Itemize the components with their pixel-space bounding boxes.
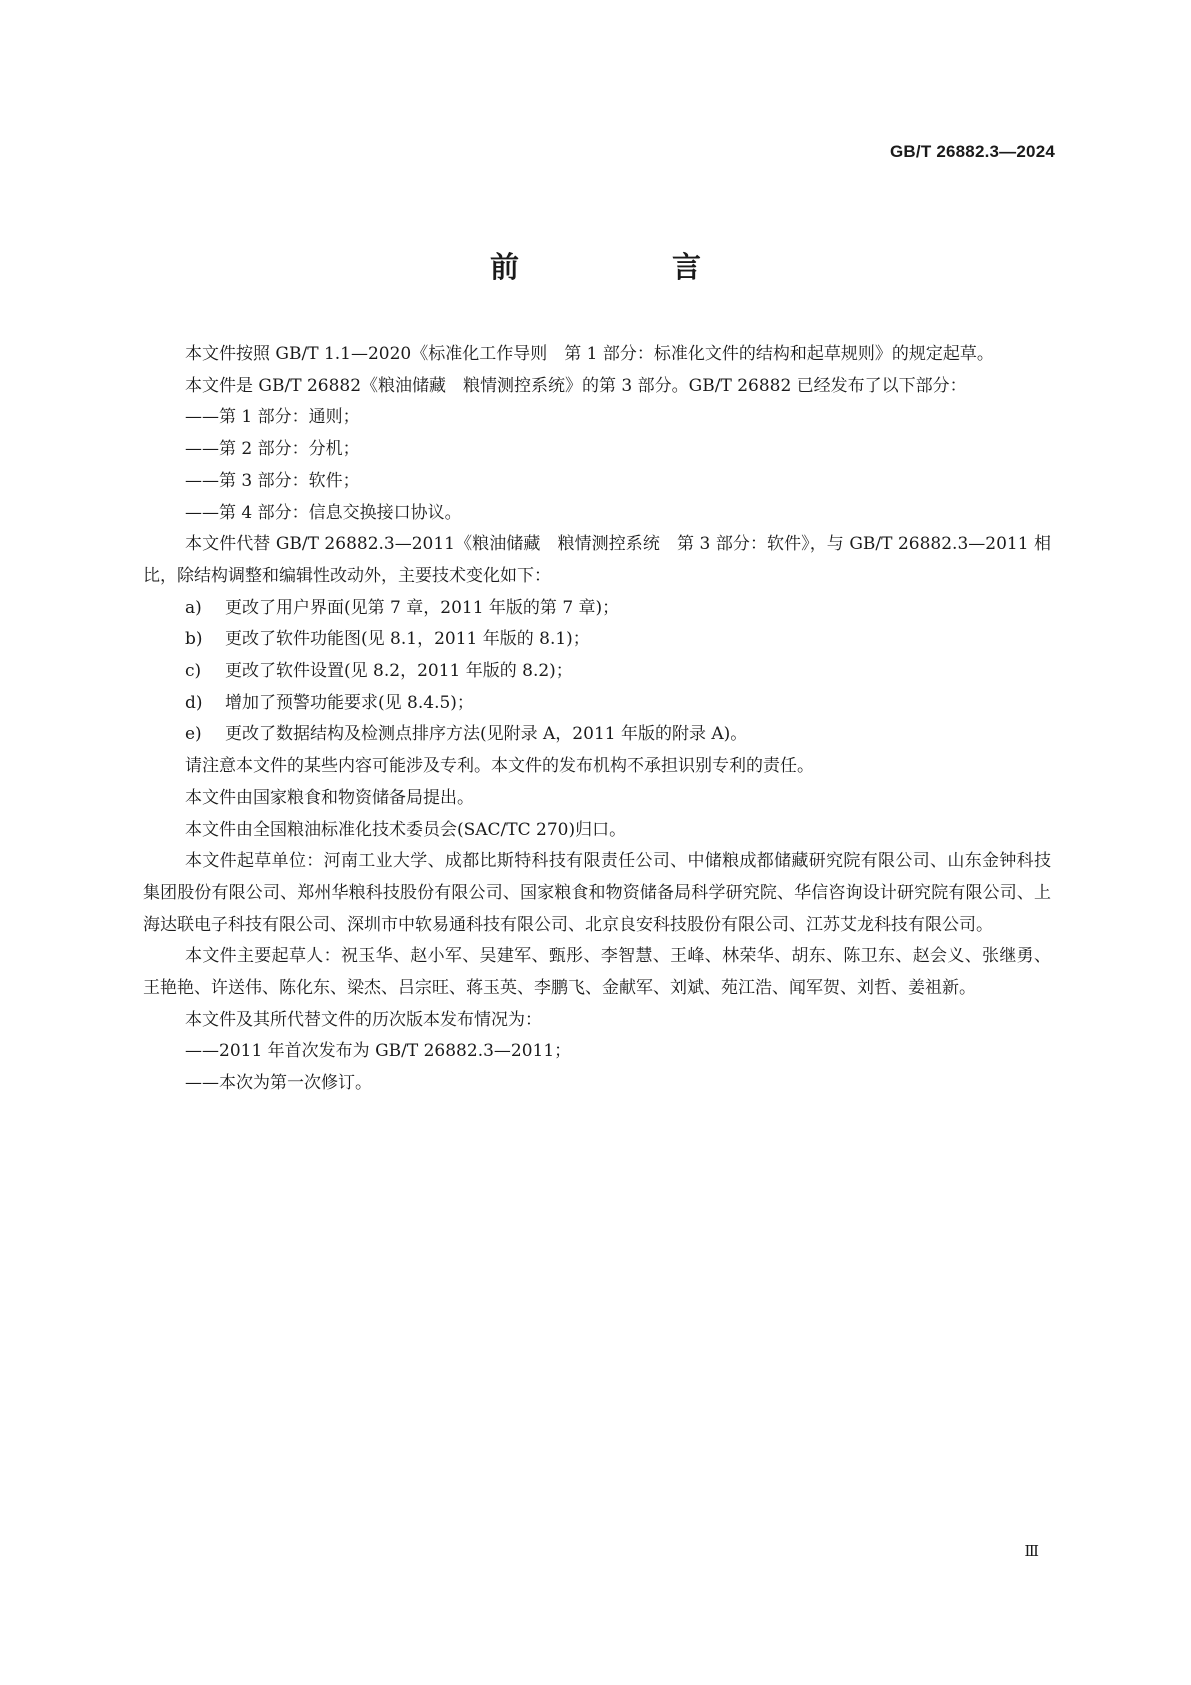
list-item-text: 增加了预警功能要求(见 8.4.5)； xyxy=(225,692,474,713)
list-item-part: ——第 4 部分：信息交换接口协议。 xyxy=(185,502,462,523)
list-item-change xyxy=(143,656,1051,688)
paragraph-replacement: 本文件代替 GB/T 26882.3—2011《粮油储藏 粮情测控系统 第 3 部分：软件》，与 GB/T 26882.3—2011 相比，除结构调整和编辑性改动外，主要技术变化如下： xyxy=(143,534,1051,586)
paragraph-committee: 本文件由全国粮油标准化技术委员会(SAC/TC 270)归口。 xyxy=(185,819,627,840)
paragraph-history-intro: 本文件及其所代替文件的历次版本发布情况为： xyxy=(185,1009,542,1030)
list-item-label: a) xyxy=(185,597,202,618)
paragraph-proposer: 本文件由国家粮食和物资储备局提出。 xyxy=(185,787,474,808)
list-item-label: c) xyxy=(185,661,202,682)
list-item-history: ——本次为第一次修订。 xyxy=(185,1073,372,1094)
page-number: Ⅲ xyxy=(1024,1542,1038,1560)
list-item-text: 更改了软件功能图(见 8.1，2011 年版的 8.1)； xyxy=(225,629,590,650)
list-item-text: 更改了软件设置(见 8.2，2011 年版的 8.2)； xyxy=(225,661,573,682)
list-item-change xyxy=(143,593,1051,625)
list-item-label: d) xyxy=(185,692,203,713)
list-item-text: 更改了用户界面(见第 7 章，2011 年版的第 7 章)； xyxy=(225,597,620,618)
document-number: GB/T 26882.3—2024 xyxy=(890,142,1055,161)
paragraph-patent-notice: 请注意本文件的某些内容可能涉及专利。本文件的发布机构不承担识别专利的责任。 xyxy=(185,756,814,777)
list-item-history: ——2011 年首次发布为 GB/T 26882.3—2011； xyxy=(185,1041,572,1062)
list-item-part: ——第 3 部分：软件； xyxy=(185,470,360,491)
list-item-change xyxy=(143,688,1051,720)
list-item-label: e) xyxy=(185,724,202,745)
list-item-part: ——第 1 部分：通则； xyxy=(185,407,360,428)
foreword-body xyxy=(143,339,1051,1100)
paragraph-drafting-rules: 本文件按照 GB/T 1.1—2020《标准化工作导则 第 1 部分：标准化文件的结构和起草规则》的规定起草。 xyxy=(185,344,994,364)
list-item-label: b) xyxy=(185,629,203,650)
list-item-text: 更改了数据结构及检测点排序方法(见附录 A，2011 年版的附录 A)。 xyxy=(225,724,748,745)
paragraph-drafters: 本文件主要起草人：祝玉华、赵小军、吴建军、甄彤、李智慧、王峰、林荣华、胡东、陈卫东、赵会义、张继勇、王艳艳、许送伟、陈化东、梁杰、吕宗旺、蒋玉英、李鹏飞、金献军、刘斌、苑江浩、闻军贺、刘哲、姜祖新。 xyxy=(143,946,1051,999)
page-title: 前 言 xyxy=(489,250,763,284)
list-item-part: ——第 2 部分：分机； xyxy=(185,439,360,460)
list-item-change xyxy=(143,719,1051,751)
paragraph-drafting-units: 本文件起草单位：河南工业大学、成都比斯特科技有限责任公司、中储粮成都储藏研究院有限公司、山东金钟科技集团股份有限公司、郑州华粮科技股份有限公司、国家粮食和物资储备局科学研究院、华信咨询设计研究院有限公司、上海达联电子科技有限公司、深圳市中软易通科技有限公司、北京良安科技股份有限公司、江苏艾龙科技有限公司。 xyxy=(143,851,1051,935)
paragraph-series-parts: 本文件是 GB/T 26882《粮油储藏 粮情测控系统》的第 3 部分。GB/T 26882 已经发布了以下部分： xyxy=(185,375,967,396)
list-item-change xyxy=(143,624,1051,656)
